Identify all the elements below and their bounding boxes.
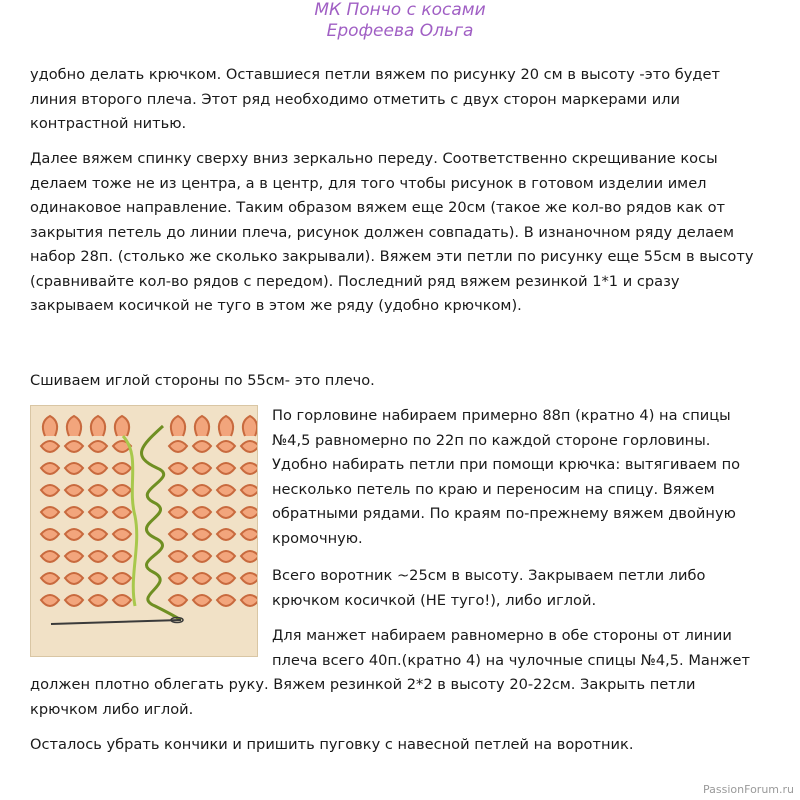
knit-seam-svg (31, 406, 257, 656)
right-knit-fabric (169, 416, 257, 606)
document-author: Ерофеева Ольга (326, 21, 474, 41)
paragraph-collar-pickup: По горловине набираем примерно 88п (кратно 4) на спицы №4,5 равномерно по 22п по каждой стороне горловины. Удобно набирать петли при помощи крючка: вытягиваем по несколько петель по краю и переносим на спицу. Вяжем обратными рядами. По краям по-прежнему вяжем двойную кромочную. (272, 407, 741, 547)
left-knit-fabric (41, 416, 131, 606)
paragraph-back-knitting: Далее вяжем спинку сверху вниз зеркально переду. Соответственно скрещивание косы делаем тоже не из центра, а в центр, для того чтобы рисунок в готовом изделии имел одинаковое направление. Таким образом вяжем еще 20см (такое же кол-во рядов как от закрытия петель до линии плеча, рисунок должен совпадать). В изнаночном ряду делаем набор 28п. (столько же сколько закрывали). Вяжем эти петли по рисунку еще 55см в высоту (сравнивайте кол-во рядов с передом). Последний ряд вяжем резинкой 1*1 и сразу закрываем косичкой не туго в этом же ряду (удобно крючком). (30, 150, 754, 314)
document-title: МК Пончо с косами (314, 0, 486, 20)
paragraph-cuffs: Для манжет набираем равномерно в обе стороны от линии плеча всего 40п.(кратно 4) на чулочные спицы №4,5. Манжет (272, 627, 751, 669)
paragraph-shoulder-line: удобно делать крючком. Оставшиеся петли вяжем по рисунку 20 см в высоту -это будет линия второго плеча. Этот ряд необходимо отметить с двух сторон маркерами или контрастной нитью. (30, 66, 720, 132)
paragraph-sew-sides: Сшиваем иглой стороны по 55см- это плечо. (30, 372, 375, 389)
needle-icon (51, 618, 183, 625)
paragraph-collar-height: Всего воротник ~25см в высоту. Закрываем петли либо крючком косичкой (НЕ туго!), либо иглой. (272, 567, 706, 609)
watermark: PassionForum.ru (703, 783, 794, 796)
paragraph-finishing: Осталось убрать кончики и пришить пуговку с навесной петлей на воротник. (30, 736, 634, 753)
seam-thread (123, 426, 181, 620)
paragraph-cuffs-continued: должен плотно облегать руку. Вяжем резинкой 2*2 в высоту 20-22см. Закрыть петли крючком либо иглой. (30, 676, 696, 718)
mattress-stitch-illustration (30, 405, 258, 657)
